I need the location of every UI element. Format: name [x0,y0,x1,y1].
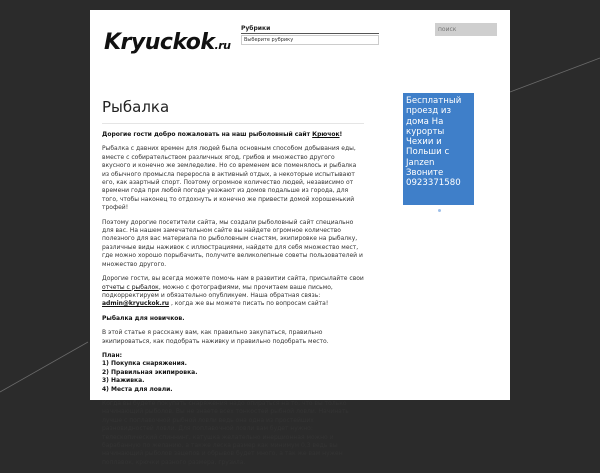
intro-paragraph: Рыбалка с давних времен для людей была основным способом добывания еды, вместе с собирательством различных ягод, грибов и множество другого вкусного и конечно же земледелие. Но со временем все поменялось и рыбалка из обычного промысла переросла в активный отдых, а некоторые испытывают его, как азартный спорт. Поэтому огромное количество людей, независимо от времени года при любой погоде уезжают из домов подальше из города, для того, чтобы наконец то отдохнуть и конечно же привести домой хорошенький трофей! [102,145,357,212]
ad-dot[interactable] [430,209,433,212]
rubrics-select[interactable]: Выберите рубрику [241,35,379,45]
reports-link[interactable]: отчеты с рыбалок [102,283,159,291]
plan-item: 1) Покупка снаряжения. [102,360,187,368]
welcome-paragraph: Дорогие гости добро пожаловать на наш рыболовный сайт Крючок! [102,131,343,138]
title-divider [102,123,364,124]
ad-pagination [430,197,446,216]
page-container [90,10,510,466]
equipment-paragraph: Когда вы будете покупать снаряжения надо опираться на то, что вы только начинающий рыболов. Вы не знаете всех тонкостей рыбной ловли. Начинать лучше с поплавочной рыбной ловли ведь она одна из простейших разновидностей ловли. Для поплавочной ловли вам будет нужно: телескопический спиннинг, катушка желательно инерционная можно и барабанную по желанию, а также леска размер как минимум 0,3 ведь вы начинающий рыболов зацепов и обрывов будет много, а так же вам нужен поплавок, крючки разного размера, грузила. [102,399,349,466]
article-content [102,131,364,473]
plan-item: 2) Правильная экипировка. [102,368,198,376]
plan-title: План: [102,351,123,359]
ad-text: Бесплатный проезд из дома На курорты Чехии и Польши с Janzen Звоните 0923371580 [406,96,462,189]
email-link[interactable]: admin@kryuckok.ru [102,300,170,308]
contribute-paragraph: Дорогие гости, вы всегда можете помочь нам в развитии сайта, присылайте свои отчеты с рыбалок, можно с фотографиями, мы прочитаем ваше письмо, подкорректируем и обязательно опубликуем. Наша обратная связь: admin@kryuckok.ru , когда же вы можете писать по вопросам сайта! [102,275,364,308]
plan-item: 4) Места для ловли. [102,385,173,393]
ad-dot[interactable] [438,209,441,212]
ad-banner[interactable] [403,93,474,205]
logo-text: Kryuckok [104,30,215,55]
plan-item: 3) Наживка. [102,377,145,385]
search-input[interactable] [435,23,497,36]
logo-suffix: .ru [214,39,231,52]
rubrics-widget [241,25,379,45]
plan-list [102,352,364,394]
welcome-link[interactable]: Крючок [312,131,340,138]
rubrics-title: Рубрики [241,25,379,34]
site-logo[interactable] [104,30,230,55]
page-title: Рыбалка [102,98,170,116]
beginners-paragraph: В этой статье я расскажу вам, как правильно закупаться, правильно экипироваться, как подобрать наживку и правильно подобрать место. [102,329,329,345]
beginners-heading: Рыбалка для новичков. [102,314,185,322]
site-paragraph: Поэтому дорогие посетители сайта, мы создали рыболовный сайт специально для вас. На нашем замечательном сайте вы найдете огромное количество полезного для вас материала по рыболовным снастям, экипировке на рыбалку, различные виды наживок с иллюстрациями, найдете для себя множество мест, где можно хорошо порыбачить, получите великолепные советы пользователей и множество другого. [102,218,363,268]
